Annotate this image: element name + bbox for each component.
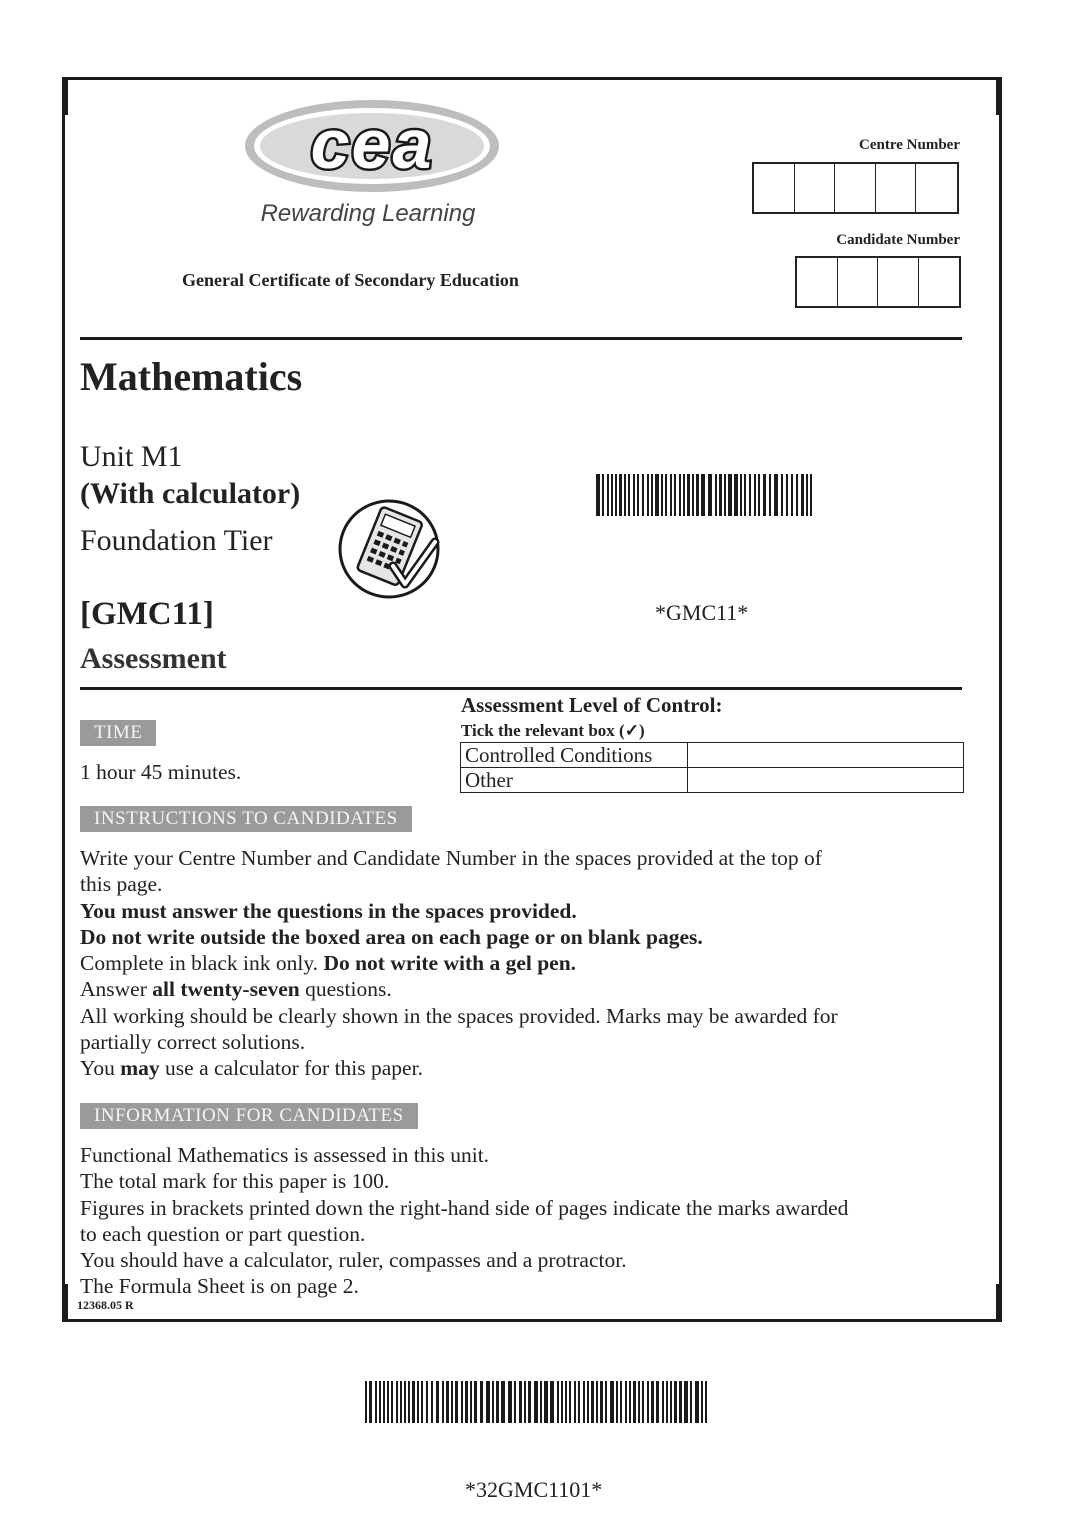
tier-name: Foundation Tier (80, 524, 273, 557)
control-row (461, 768, 964, 793)
instruction-text: Answer (80, 977, 153, 1002)
unit-name: Unit M1 (80, 440, 183, 473)
instruction-line: partially correct solutions. (80, 1030, 306, 1055)
centre-number-label: Centre Number (859, 137, 960, 153)
frame-corner-tr (996, 77, 1002, 115)
information-line: The Formula Sheet is on page 2. (80, 1274, 359, 1299)
control-subtitle: Tick the relevant box (✓) (461, 721, 645, 740)
instruction-text: questions. (299, 977, 392, 1002)
paper-reference: 12368.05 R (77, 1298, 134, 1312)
control-tick-box[interactable] (688, 768, 964, 793)
frame-corner-tl (62, 77, 68, 115)
paper-barcode (596, 474, 814, 516)
information-line: You should have a calculator, ruler, compasses and a protractor. (80, 1248, 627, 1273)
information-line: Figures in brackets printed down the right-hand side of pages indicate the marks awarded (80, 1195, 849, 1220)
instruction-line: You must answer the questions in the spaces provided. (80, 898, 577, 923)
paper-barcode-text: *GMC11* (655, 600, 749, 625)
cea-logo (243, 98, 501, 198)
calculator-tick-icon (337, 498, 443, 600)
logo-letters: cea (310, 105, 434, 183)
subject-title: Mathematics (80, 354, 303, 399)
time-value: 1 hour 45 minutes. (80, 760, 242, 784)
calculator-note: (With calculator) (80, 477, 301, 510)
frame-corner-br (996, 1284, 1002, 1322)
instruction-emphasis: may (120, 1056, 160, 1081)
control-row (461, 743, 964, 768)
session-name: Assessment (80, 642, 227, 675)
instruction-line: Write your Centre Number and Candidate Number in the spaces provided at the top of (80, 846, 822, 870)
instruction-emphasis: Do not write with a gel pen. (323, 951, 577, 976)
instruction-line (80, 1055, 960, 1081)
instructions-text (80, 845, 960, 1082)
candidate-number-label: Candidate Number (836, 232, 960, 248)
control-table (460, 742, 964, 793)
instruction-text: use a calculator for this paper. (159, 1056, 423, 1081)
qualification-title: General Certificate of Secondary Education (182, 270, 519, 290)
instruction-line: All working should be clearly shown in the spaces provided. Marks may be awarded for (80, 1003, 838, 1028)
title-divider (80, 687, 962, 690)
control-title: Assessment Level of Control: (461, 693, 723, 717)
logo-tagline: Rewarding Learning (260, 200, 476, 227)
page-barcode (365, 1381, 710, 1423)
control-tick-box[interactable] (688, 743, 964, 768)
header-divider (80, 337, 962, 340)
information-line: Functional Mathematics is assessed in this unit. (80, 1143, 490, 1167)
control-option-label: Controlled Conditions (461, 743, 688, 768)
instructions-label: INSTRUCTIONS TO CANDIDATES (80, 806, 412, 832)
paper-code: [GMC11] (80, 596, 214, 632)
time-label: TIME (80, 720, 156, 746)
frame-corner-bl (62, 1284, 68, 1322)
instruction-line: this page. (80, 872, 163, 897)
instruction-emphasis: all twenty-seven (152, 977, 300, 1002)
information-label: INFORMATION FOR CANDIDATES (80, 1103, 418, 1129)
centre-number-boxes[interactable] (752, 162, 959, 214)
barcode-bar (810, 474, 812, 516)
instruction-line: Do not write outside the boxed area on each page or on blank pages. (80, 924, 703, 949)
page-barcode-text: *32GMC1101* (465, 1477, 603, 1502)
barcode-bar (705, 1381, 707, 1423)
instruction-line (80, 950, 960, 976)
control-option-label: Other (461, 768, 688, 793)
instruction-text: You (80, 1056, 121, 1081)
instruction-line (80, 976, 960, 1002)
candidate-number-boxes[interactable] (795, 256, 961, 308)
information-line: The total mark for this paper is 100. (80, 1169, 390, 1194)
information-text (80, 1142, 960, 1300)
information-line: to each question or part question. (80, 1221, 366, 1246)
instruction-text: Complete in black ink only. (80, 951, 324, 976)
